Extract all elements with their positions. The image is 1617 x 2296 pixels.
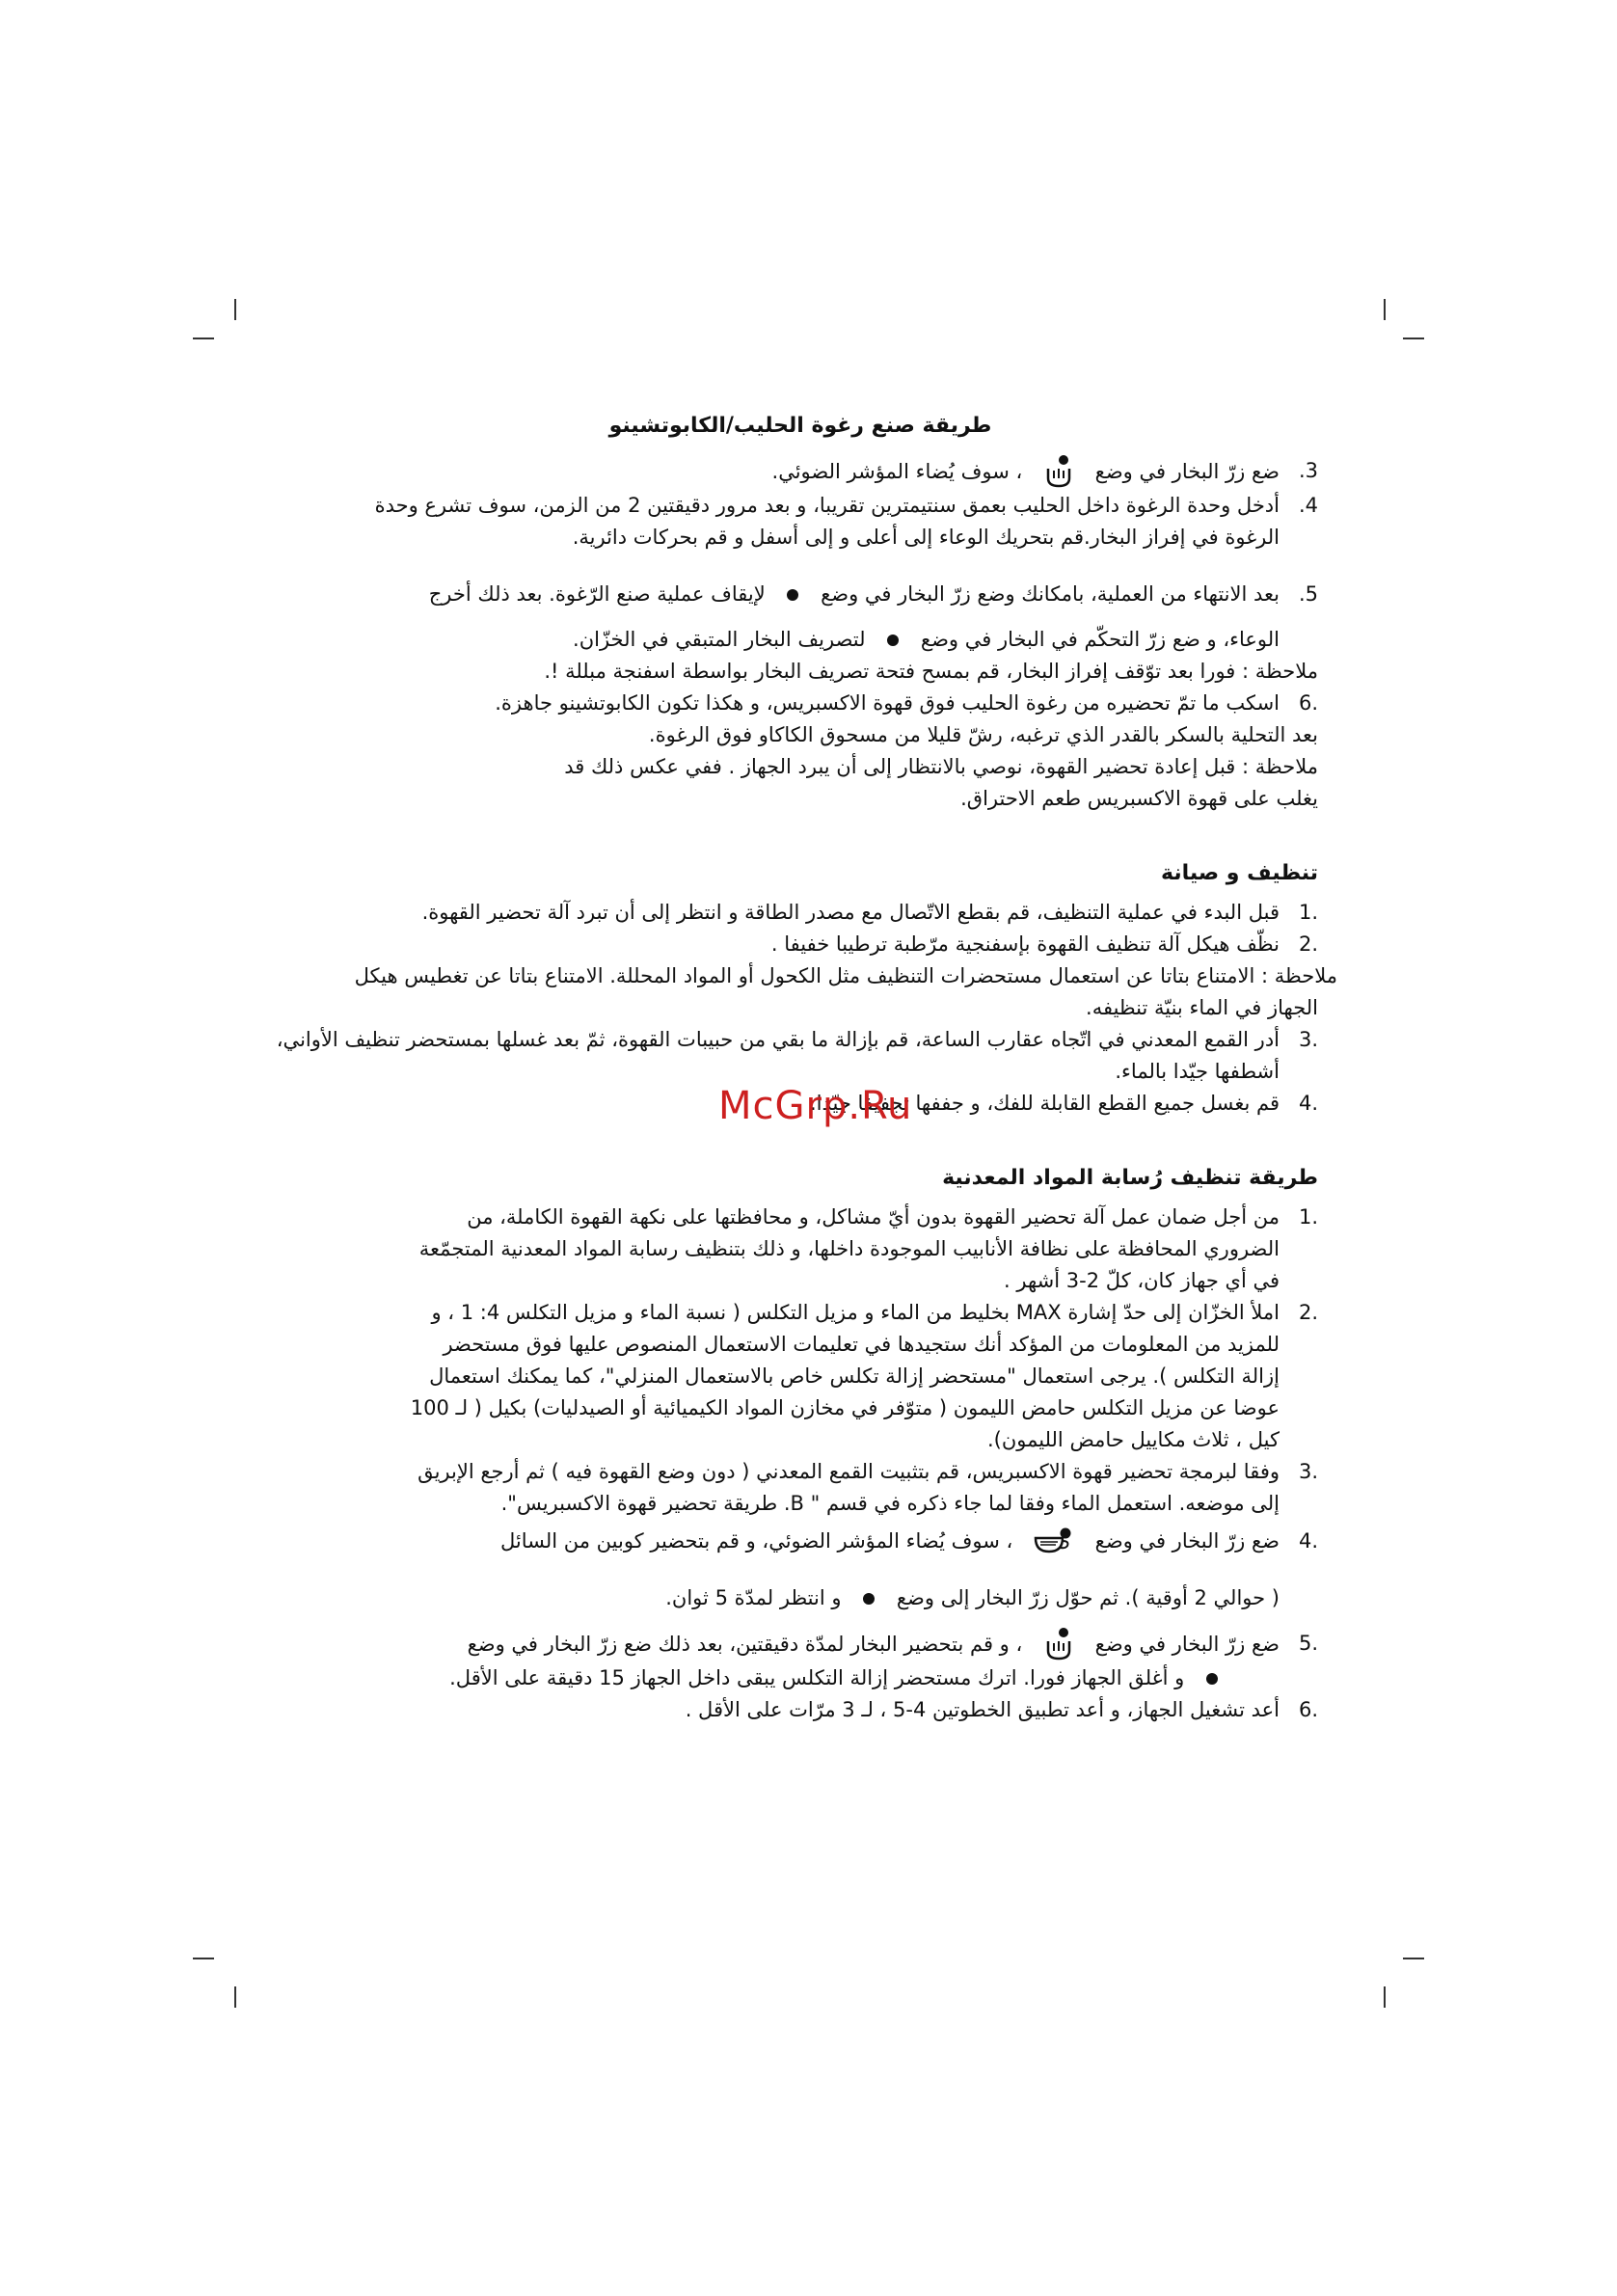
item-number: .6 [1298, 1698, 1318, 1721]
dot-icon [787, 589, 798, 601]
section-title-cleaning: تنظيف و صيانة [1161, 861, 1318, 885]
item-text: الضروري المحافظة على نظافة الأنابيب الموجودة داخلها، و ذلك بتنظيف رسابة المواد المعدنية المتجمّعة [418, 1237, 1280, 1260]
item-text: ، سوف يُضاء المؤشر الضوئي. [771, 460, 1023, 483]
dot-icon [887, 635, 899, 646]
crop-mark [234, 1986, 236, 2008]
item-text: من أجل ضمان عمل آلة تحضير القهوة بدون أيّ مشاكل، و محافظتها على نكهة القهوة الكاملة، من [467, 1205, 1280, 1229]
item-number: .6 [1298, 691, 1318, 715]
item-number: 5. [1298, 582, 1318, 606]
item-number: .2 [1298, 1301, 1318, 1324]
note-text: ملاحظة : فورا بعد توّقف إفراز البخار، قم بمسح فتحة تصريف البخار بواسطة اسفنجة مبللة !. [544, 660, 1318, 683]
item-text: عوضا عن مزيل التكلس حامض الليمون ( متوّفر في مخازن المواد الكيميائية أو الصيدليات) بكيل ( لـ 100 [410, 1396, 1280, 1419]
item-text-continued: ( حوالي 2 أوقية ). ثم حوّل زرّ البخار إلى وضع [896, 1586, 1280, 1609]
list-item [275, 1694, 1326, 1726]
crop-mark [234, 299, 236, 320]
item-text-continued: الوعاء، و ضع زرّ التحكّم في البخار في وضع [920, 628, 1280, 651]
item-number: 3. [1298, 459, 1318, 482]
section-title-descaling: طريقة تنظيف رُسابة المواد المعدنية [942, 1166, 1318, 1190]
item-text: إزالة التكلس ). يرجى استعمال "مستحضر إزالة تكلس خاص بالاستعمال المنزلي"، كما يمكنك استعمال [429, 1364, 1280, 1388]
note-text: يغلب على قهوة الاكسبريس طعم الاحتراق. [960, 787, 1318, 810]
cup-icon [1033, 1527, 1075, 1556]
list-item [275, 579, 1326, 656]
list-item [275, 1456, 1326, 1520]
crop-mark [1403, 1958, 1424, 1959]
item-text-continued: الرغوة في إفراز البخار.قم بتحريك الوعاء إلى أعلى و إلى أسفل و قم بحركات دائرية. [572, 526, 1280, 549]
list-item [275, 1526, 1326, 1614]
list-item [275, 455, 1326, 490]
item-text-continued: و أغلق الجهاز فورا. اترك مستحضر إزالة التكلس يبقى داخل الجهاز 15 دقيقة على الأقل. [449, 1666, 1185, 1689]
steam-icon [1042, 455, 1075, 490]
list-item [275, 1297, 1326, 1456]
list-item [275, 897, 1326, 929]
crop-mark [193, 338, 214, 339]
item-number: .3 [1298, 1460, 1318, 1483]
page-title: طريقة صنع رغوة الحليب/الكابوتشينو [608, 414, 992, 438]
crop-mark [193, 1958, 214, 1959]
steam-icon [1042, 1628, 1075, 1662]
item-text: أدر القمع المعدني في اتّجاه عقارب الساعة، قم بإزالة ما بقي من حبيبات القهوة، ثمّ بعد غسلها بمستحضر تنظيف الأواني، [276, 1028, 1280, 1051]
crop-mark [1403, 338, 1424, 339]
item-text-continued: أشطفها جيّدا بالماء. [1115, 1060, 1280, 1083]
watermark: McGrp.Ru [718, 1084, 913, 1128]
item-text: ، سوف يُضاء المؤشر الضوئي، و قم بتحضير كوبين من السائل [499, 1529, 1013, 1553]
item-text: أدخل وحدة الرغوة داخل الحليب بعمق سنتيمترين تقريبا، و بعد مرور دقيقتين 2 من الزمن، سوف تشرع وحدة [374, 494, 1280, 517]
dot-icon [1206, 1673, 1218, 1685]
item-text: أعد تشغيل الجهاز، و أعد تطبيق الخطوتين 4-5 ، لـ 3 مرّات على الأقل . [685, 1698, 1280, 1721]
item-number: .1 [1298, 901, 1318, 924]
item-text: املأ الخزّان إلى حدّ إشارة MAX بخليط من الماء و مزيل التكلس ( نسبة الماء و مزيل التكلس 4: 1 ، و [431, 1301, 1280, 1324]
list-item [275, 929, 1326, 960]
item-text: كيل ، ثلاث مكاييل حامض الليمون). [986, 1428, 1280, 1451]
item-text: بعد الانتهاء من العملية، بامكانك وضع زرّ البخار في وضع [821, 582, 1280, 606]
item-number: .1 [1298, 1205, 1318, 1229]
note-text: الجهاز في الماء بنيّة تنظيفه. [1086, 996, 1318, 1019]
crop-mark [1384, 1986, 1386, 2008]
item-text: ضع زرّ البخار في وضع [1094, 1529, 1280, 1553]
item-text: ضع زرّ البخار في وضع [1094, 460, 1280, 483]
item-text-continued: و انتظر لمدّة 5 ثوان. [665, 1586, 842, 1609]
item-text: إلى موضعه. استعمل الماء وفقا لما جاء ذكره في قسم " B. طريقة تحضير قهوة الاكسبريس". [500, 1492, 1280, 1515]
item-number: .4 [1298, 1092, 1318, 1115]
list-item [275, 1202, 1326, 1297]
item-text: للمزيد من المعلومات من المؤكد أنك ستجيدها في تعليمات الاستعمال المنصوص عليها فوق مستحضر [443, 1333, 1280, 1356]
list-item [275, 688, 1326, 719]
item-text: ، و قم بتحضير البخار لمدّة دقيقتين، بعد ذلك ضع زرّ البخار في وضع [467, 1633, 1023, 1656]
item-number: .3 [1298, 1028, 1318, 1051]
list-item [275, 1024, 1326, 1088]
item-text: قبل البدء في عملية التنظيف، قم بقطع الاتّصال مع مصدر الطاقة و انتظر إلى أن تبرد آلة تحضير القهوة. [421, 901, 1280, 924]
item-text: نظّف هيكل آلة تنظيف القهوة بإسفنجية مرّطبة ترطيبا خفيفا . [770, 932, 1280, 956]
item-text: وفقا لبرمجة تحضير قهوة الاكسبريس، قم بتثبيت القمع المعدني ( دون وضع القهوة فيه ) ثم أرجع الإبريق [418, 1460, 1280, 1483]
item-text-continued: لتصريف البخار المتبقي في الخزّان. [573, 628, 866, 651]
item-number: .5 [1298, 1632, 1318, 1655]
item-text: قم بغسل جميع القطع القابلة للفك، و جففها تجفيفا جيّدا. [809, 1092, 1280, 1115]
dot-icon [863, 1593, 875, 1605]
item-number: 4. [1298, 494, 1318, 517]
note-text: ملاحظة : الامتناع بتاتا عن استعمال مستحضرات التنظيف مثل الكحول أو المواد المحللة. الامتناع بتاتا عن تغطيس هيكل [354, 964, 1337, 987]
crop-mark [1384, 299, 1386, 320]
item-text: اسكب ما تمّ تحضيره من رغوة الحليب فوق قهوة الاكسبريس، و هكذا تكون الكابوتشينو جاهزة. [495, 691, 1280, 715]
item-number: .2 [1298, 932, 1318, 956]
item-text: في أي جهاز كان، كلّ 2-3 أشهر . [1004, 1269, 1280, 1292]
document-page [275, 410, 1337, 1726]
item-text: ضع زرّ البخار في وضع [1094, 1633, 1280, 1656]
item-number: .4 [1298, 1529, 1318, 1553]
body-text: بعد التحلية بالسكر بالقدر الذي ترغبه، رشّ قليلا من مسحوق الكاكاو فوق الرغوة. [648, 723, 1318, 746]
list-item [275, 1628, 1326, 1694]
note-text: ملاحظة : قبل إعادة تحضير القهوة، نوصي بالانتظار إلى أن يبرد الجهاز . ففي عكس ذلك قد [564, 755, 1318, 778]
list-item [275, 490, 1326, 554]
item-text: لإيقاف عملية صنع الرّغوة. بعد ذلك أخرج [428, 582, 766, 606]
